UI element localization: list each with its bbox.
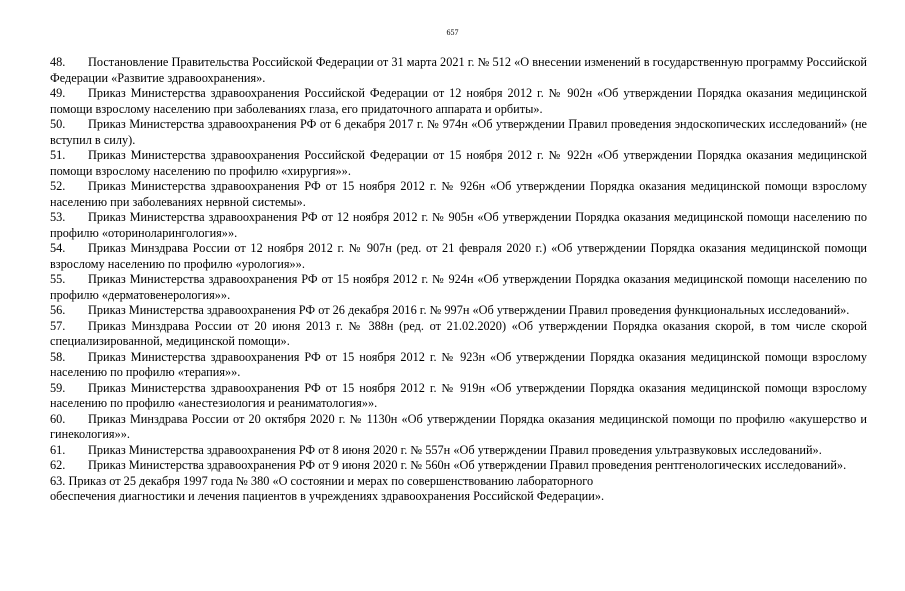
- reference-item: [50, 86, 867, 117]
- reference-number: 58.: [50, 349, 66, 364]
- reference-text: Приказ Минздрава России от 12 ноября 2012 г. № 907н (ред. от 21 февраля 2020 г.) «Об утверждении Порядка оказания медицинской помощи взрослому населению по профилю «урология»».: [50, 241, 867, 271]
- reference-text: Приказ Министерства здравоохранения Российской Федерации от 15 ноября 2012 г. № 922н «Об утверждении Порядка оказания медицинской помощи взрослому населению по профилю «хирургия»».: [50, 148, 867, 178]
- reference-item: [50, 319, 867, 350]
- reference-item: [50, 381, 867, 412]
- reference-number: 61.: [50, 442, 66, 457]
- reference-text: Приказ Министерства здравоохранения РФ от 8 июня 2020 г. № 557н «Об утверждении Правил проведения ультразвуковых исследований».: [88, 442, 822, 457]
- reference-item: [50, 350, 867, 381]
- reference-item: [50, 443, 867, 459]
- reference-number: 60.: [50, 411, 66, 426]
- reference-number: 54.: [50, 241, 66, 255]
- reference-text: Приказ Минздрава России от 20 июня 2013 г. № 388н (ред. от 21.02.2020) «Об утверждении Порядка оказания скорой, в том числе скорой специализированной, медицинской помощи».: [50, 318, 867, 348]
- reference-item: [50, 179, 867, 210]
- reference-item: [50, 303, 867, 319]
- reference-item: [50, 412, 867, 443]
- reference-item: [50, 55, 867, 86]
- reference-item: [50, 210, 867, 241]
- reference-text: Приказ Министерства здравоохранения РФ от 12 ноября 2012 г. № 905н «Об утверждении Порядка оказания медицинской помощи населению по профилю «оториноларингология»».: [50, 210, 867, 240]
- reference-item: [50, 148, 867, 179]
- reference-text: Приказ Министерства здравоохранения Российской Федерации от 12 ноября 2012 г. № 902н «Об утверждении Порядка оказания медицинской помощи взрослому населению при заболеваниях глаза, его придаточного аппарата и орбиты».: [50, 86, 867, 116]
- reference-item-last: [50, 474, 867, 505]
- reference-item: [50, 458, 867, 474]
- reference-number: 55.: [50, 272, 66, 286]
- reference-number: 52.: [50, 179, 66, 193]
- reference-text: Приказ Министерства здравоохранения РФ от 9 июня 2020 г. № 560н «Об утверждении Правил проведения рентгенологических исследований».: [88, 458, 847, 472]
- reference-item: [50, 241, 867, 272]
- reference-number: 48.: [50, 55, 66, 69]
- reference-text: Приказ Министерства здравоохранения РФ от 26 декабря 2016 г. № 997н «Об утверждении Правил проведения функциональных исследований».: [88, 303, 850, 317]
- reference-number: 49.: [50, 86, 66, 100]
- reference-number: 50.: [50, 117, 66, 131]
- reference-number: 59.: [50, 380, 66, 395]
- reference-list: [50, 55, 867, 505]
- reference-text: Приказ Министерства здравоохранения РФ от 15 ноября 2012 г. № 923н «Об утверждении Порядка оказания медицинской помощи взрослому населению по профилю «терапия»».: [50, 349, 867, 379]
- reference-item: [50, 117, 867, 148]
- reference-line: обеспечения диагностики и лечения пациентов в учреждениях здравоохранения Российской Федерации».: [50, 489, 605, 503]
- reference-number: 62.: [50, 458, 66, 472]
- reference-number: 56.: [50, 303, 66, 317]
- reference-line: 63. Приказ от 25 декабря 1997 года № 380 «О состоянии и мерах по совершенствованию лабораторного: [50, 473, 594, 488]
- reference-item: [50, 272, 867, 303]
- reference-text: Приказ Министерства здравоохранения РФ от 15 ноября 2012 г. № 926н «Об утверждении Порядка оказания медицинской помощи взрослому населению при заболеваниях нервной системы».: [50, 179, 867, 209]
- reference-number: 51.: [50, 148, 66, 162]
- reference-text: Постановление Правительства Российской Федерации от 31 марта 2021 г. № 512 «О внесении изменений в государственную программу Российской Федерации «Развитие здравоохранения».: [50, 55, 867, 85]
- reference-text: Приказ Министерства здравоохранения РФ от 15 ноября 2012 г. № 919н «Об утверждении Порядка оказания медицинской помощи взрослому населению по профилю «анестезиология и реаниматология»».: [50, 380, 867, 410]
- reference-number: 53.: [50, 210, 66, 224]
- reference-text: Приказ Минздрава России от 20 октября 2020 г. № 1130н «Об утверждении Порядка оказания медицинской помощи по профилю «акушерство и гинекология»».: [50, 411, 867, 441]
- page-number: 657: [446, 28, 459, 37]
- reference-text: Приказ Министерства здравоохранения РФ от 15 ноября 2012 г. № 924н «Об утверждении Порядка оказания медицинской помощи населению по профилю «дерматовенерология»».: [50, 272, 867, 302]
- reference-text: Приказ Министерства здравоохранения РФ от 6 декабря 2017 г. № 974н «Об утверждении Правил проведения эндоскопических исследований» (не вступил в силу).: [50, 117, 867, 147]
- reference-number: 57.: [50, 318, 66, 333]
